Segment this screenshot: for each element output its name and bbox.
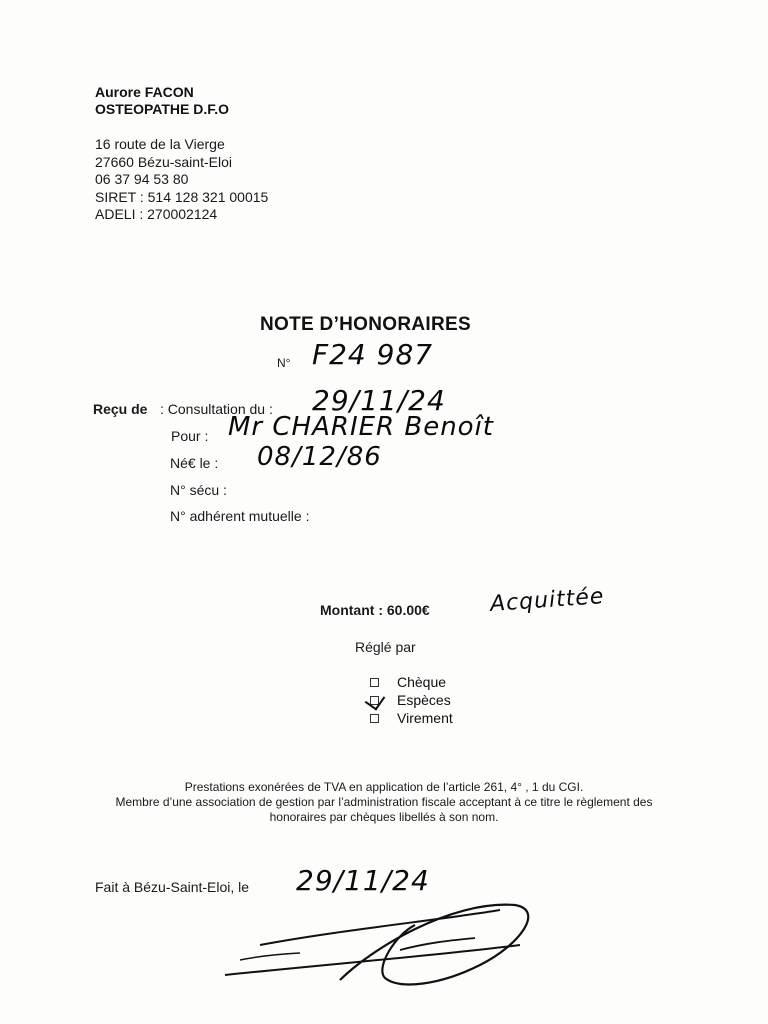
document-number-handwritten: F24 987 — [312, 338, 434, 371]
payment-option-cheque[interactable] — [370, 673, 453, 691]
checkbox-cheque[interactable] — [370, 678, 379, 687]
practitioner-title: OSTEOPATHE D.F.O — [95, 101, 230, 117]
consultation-date-handwritten: 29/11/24 — [312, 384, 446, 417]
payment-options — [370, 673, 453, 727]
legal-line2: Membre d’une association de gestion par l’administration fiscale acceptant à ce titre le règlement des — [115, 795, 653, 809]
secu-label: N° sécu : — [170, 482, 227, 498]
payment-option-virement[interactable] — [370, 709, 453, 727]
address-line2: 27660 Bézu-saint-Eloi — [95, 153, 232, 170]
for-label: Pour : — [171, 428, 209, 444]
legal-line3: honoraires par chèques libellés à son nom. — [269, 810, 499, 824]
option-label-especes: Espèces — [397, 692, 451, 708]
paid-status-handwritten: Acquittée — [489, 584, 606, 617]
mutuelle-label: N° adhérent mutuelle : — [170, 508, 310, 524]
birth-date-handwritten: 08/12/86 — [257, 442, 382, 472]
option-label-cheque: Chèque — [397, 674, 447, 690]
adeli-number: ADELI : 270002124 — [95, 206, 218, 222]
document-number-label: N° — [277, 356, 291, 370]
payment-option-especes[interactable] — [370, 691, 453, 709]
amount-label: Montant : 60.00€ — [320, 602, 430, 618]
received-label: Reçu de — [93, 401, 148, 417]
checkbox-virement[interactable] — [370, 714, 379, 723]
consultation-label: : Consultation du : — [160, 401, 273, 417]
place-label: Fait à Bézu-Saint-Eloi, le — [95, 879, 250, 895]
option-label-virement: Virement — [397, 710, 453, 726]
legal-notice — [84, 780, 684, 825]
phone-number: 06 37 94 53 80 — [95, 171, 189, 187]
checkbox-especes[interactable] — [370, 696, 379, 705]
born-label: Né€ le : — [170, 455, 219, 471]
practitioner-name: Aurore FACON — [95, 84, 194, 100]
address-block — [95, 136, 268, 224]
signature-scribble — [200, 890, 540, 1000]
patient-name-handwritten: Mr CHARIER Benoît — [228, 412, 495, 442]
settled-by-label: Réglé par — [355, 639, 416, 655]
address-line1: 16 route de la Vierge — [95, 136, 225, 152]
document-title: NOTE D’HONORAIRES — [260, 314, 471, 335]
legal-line1: Prestations exonérées de TVA en application de l’article 261, 4° , 1 du CGI. — [184, 780, 584, 794]
signature-date-handwritten: 29/11/24 — [296, 864, 430, 897]
siret-number: SIRET : 514 128 321 00015 — [95, 188, 269, 205]
